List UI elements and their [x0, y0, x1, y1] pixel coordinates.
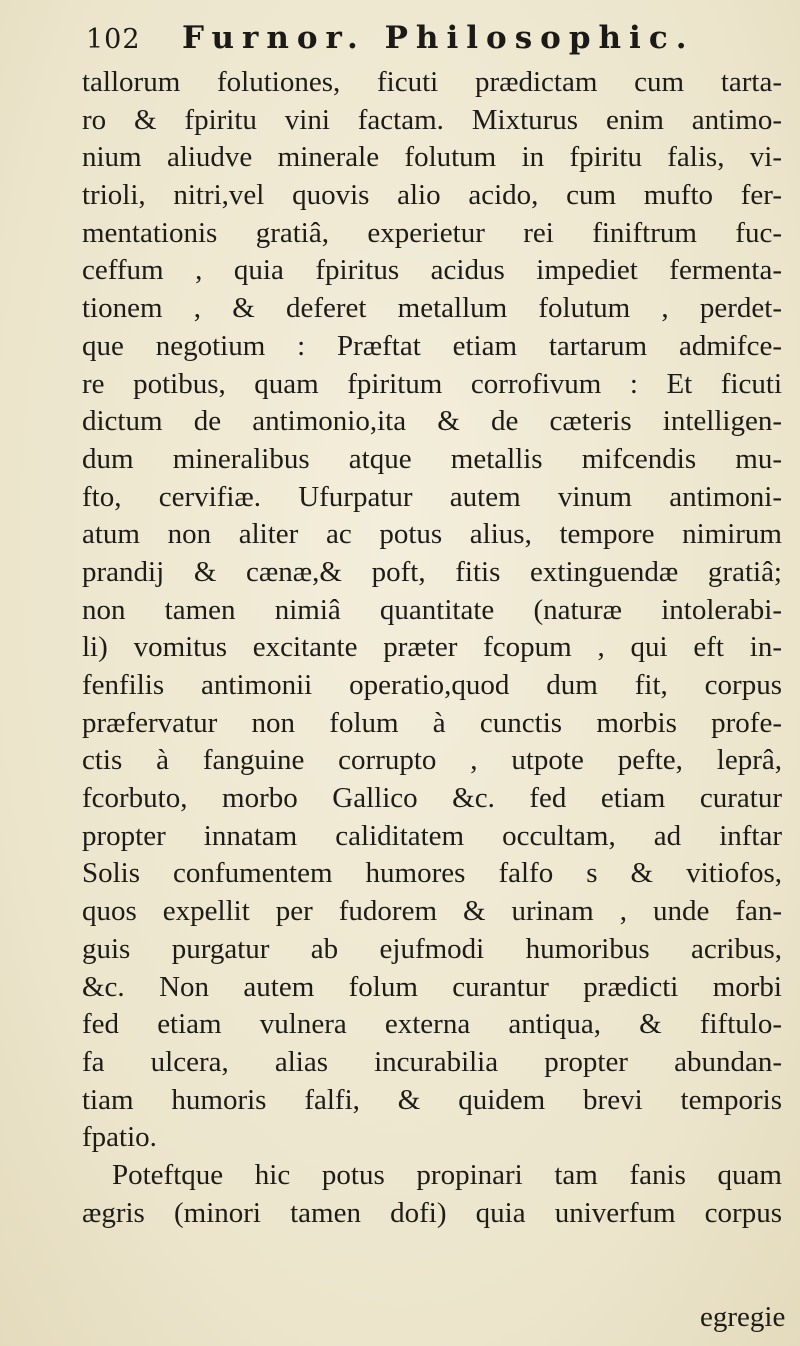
text-line: propter innatam caliditatem occultam, ad inftar — [82, 819, 782, 852]
text-line: atum non aliter ac potus alius, tempore nimirum — [82, 518, 782, 551]
catchword: egregie — [700, 1301, 786, 1333]
text-line: ceffum , quia fpiritus acidus impediet fermenta- — [82, 254, 782, 287]
text-line: non tamen nimiâ quantitate (naturæ intolerabi- — [82, 593, 782, 626]
text-line: fed etiam vulnera externa antiqua, & fiftulo- — [82, 1008, 782, 1041]
running-head: Furnor. Philosophic. — [182, 20, 695, 56]
text-line: fa ulcera, alias incurabilia propter abundan- — [82, 1045, 782, 1078]
text-line: prandij & cænæ,& poft, fitis extinguendæ gratiâ; — [82, 555, 782, 588]
body-text — [82, 64, 782, 1232]
text-line: mentationis gratiâ, experietur rei finiftrum fuc- — [82, 216, 782, 249]
text-line: ro & fpiritu vini factam. Mixturus enim antimo- — [82, 103, 782, 136]
paragraph-start-line: Poteftque hic potus propinari tam fanis quam — [112, 1158, 782, 1191]
text-line: fcorbuto, morbo Gallico &c. fed etiam curatur — [82, 782, 782, 815]
text-line: trioli, nitri,vel quovis alio acido, cum mufto fer- — [82, 179, 782, 212]
text-line: dum mineralibus atque metallis mifcendis mu- — [82, 442, 782, 475]
text-line: fto, cervifiæ. Ufurpatur autem vinum antimoni- — [82, 480, 782, 513]
text-line: Solis confumentem humores falfo s & vitiofos, — [82, 857, 782, 890]
text-line: fenfilis antimonii operatio,quod dum fit, corpus — [82, 669, 782, 701]
text-line: præfervatur non folum à cunctis morbis profe- — [82, 706, 782, 739]
text-line: dictum de antimonio,ita & de cæteris intelligen- — [82, 405, 782, 438]
text-line: que negotium : Præftat etiam tartarum admifce- — [82, 329, 782, 362]
text-line: li) vomitus excitante præter fcopum , qui eft in- — [82, 631, 782, 664]
text-line: quos expellit per fudorem & urinam , unde fan- — [82, 895, 782, 928]
text-line: nium aliudve minerale folutum in fpiritu falis, vi- — [82, 141, 782, 174]
text-line: re potibus, quam fpiritum corrofivum : Et ficuti — [82, 367, 782, 400]
page-header — [86, 20, 786, 60]
text-line: guis purgatur ab ejufmodi humoribus acribus, — [82, 932, 782, 965]
text-line: ægris (minori tamen dofi) quia univerfum corpus — [82, 1196, 782, 1229]
text-line: tallorum folutiones, ficuti prædictam cum tarta- — [82, 66, 782, 98]
page-number: 102 — [86, 24, 141, 55]
text-line: &c. Non autem folum curantur prædicti morbi — [82, 970, 782, 1003]
text-line: tiam humoris falfi, & quidem brevi temporis — [82, 1083, 782, 1116]
text-line: tionem , & deferet metallum folutum , perdet- — [82, 292, 782, 325]
text-line: ctis à fanguine corrupto , utpote pefte, leprâ, — [82, 744, 782, 777]
text-line: fpatio. — [82, 1121, 157, 1154]
